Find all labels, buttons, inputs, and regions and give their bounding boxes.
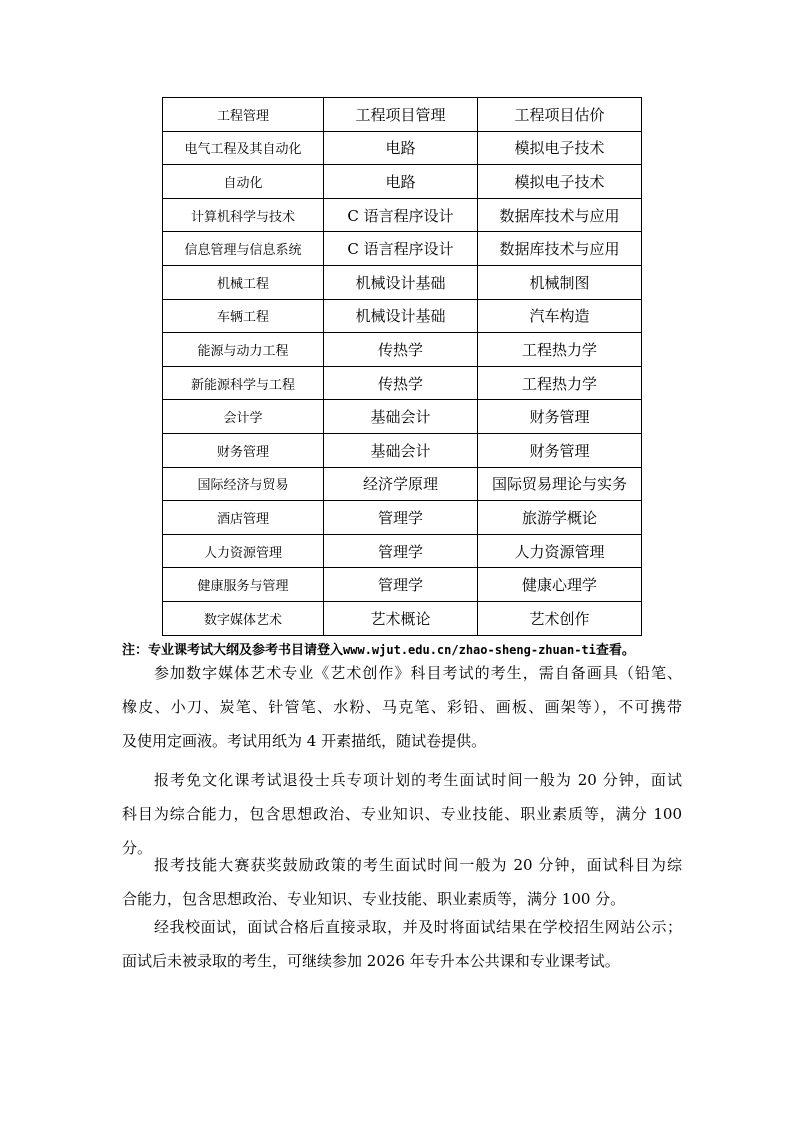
major-cell: 自动化 [163, 165, 324, 199]
major-cell: 信息管理与信息系统 [163, 232, 324, 266]
exam-subject-2-cell: 工程项目估价 [478, 98, 642, 132]
table-row [163, 232, 642, 266]
exam-subject-2-cell: 健康心理学 [478, 568, 642, 602]
table-row [163, 265, 642, 299]
table-row [163, 131, 642, 165]
paragraph-line: 及使用定画液。考试用纸为 4 开素描纸，随试卷提供。 [122, 732, 487, 750]
subject-table [162, 97, 642, 636]
table-row [163, 568, 642, 602]
table-row [163, 333, 642, 367]
exam-subject-1-cell: 机械设计基础 [324, 265, 478, 299]
exam-subject-1-cell: 艺术概论 [324, 601, 478, 635]
paragraph-line: 报考免文化课考试退役士兵专项计划的考生面试时间一般为 20 分钟，面试 [154, 771, 682, 789]
major-cell: 机械工程 [163, 265, 324, 299]
exam-subject-1-cell: 电路 [324, 165, 478, 199]
note-prefix: 注：专业课考试大纲及参考书目请登入 [122, 643, 344, 658]
exam-subject-1-cell: 基础会计 [324, 400, 478, 434]
exam-subject-2-cell: 旅游学概论 [478, 501, 642, 535]
table-row [163, 534, 642, 568]
table-row [163, 601, 642, 635]
major-cell: 健康服务与管理 [163, 568, 324, 602]
paragraph-line: 橡皮、小刀、炭笔、针管笔、水粉、马克笔、彩铅、画板、画架等），不可携带 [122, 698, 682, 716]
paragraph-line: 经我校面试，面试合格后直接录取，并及时将面试结果在学校招生网站公示； [154, 918, 682, 936]
exam-subject-2-cell: 数据库技术与应用 [478, 232, 642, 266]
major-cell: 能源与动力工程 [163, 333, 324, 367]
note-url-link[interactable]: www.wjut.edu.cn/zhao-sheng-zhuan-ti [343, 643, 596, 657]
exam-subject-1-cell: 管理学 [324, 534, 478, 568]
exam-subject-2-cell: 数据库技术与应用 [478, 198, 642, 232]
exam-subject-1-cell: C 语言程序设计 [324, 232, 478, 266]
major-cell: 酒店管理 [163, 501, 324, 535]
exam-subject-2-cell: 财务管理 [478, 433, 642, 467]
paragraph-skills-competition [122, 848, 682, 916]
exam-subject-1-cell: 传热学 [324, 366, 478, 400]
major-cell: 人力资源管理 [163, 534, 324, 568]
exam-subject-1-cell: 基础会计 [324, 433, 478, 467]
exam-subject-2-cell: 工程热力学 [478, 333, 642, 367]
paragraph-line: 分。 [122, 839, 153, 857]
exam-subject-2-cell: 汽车构造 [478, 299, 642, 333]
major-cell: 电气工程及其自动化 [163, 131, 324, 165]
paragraph-line: 参加数字媒体艺术专业《艺术创作》科目考试的考生，需自备画具（铅笔、 [154, 664, 682, 682]
paragraph-art-supplies [122, 656, 682, 758]
exam-subject-2-cell: 模拟电子技术 [478, 131, 642, 165]
exam-subject-1-cell: 管理学 [324, 568, 478, 602]
exam-subject-1-cell: 工程项目管理 [324, 98, 478, 132]
paragraph-line: 报考技能大赛获奖鼓励政策的考生面试时间一般为 20 分钟，面试科目为综 [154, 856, 682, 874]
exam-subject-1-cell: 电路 [324, 131, 478, 165]
table-body [163, 98, 642, 636]
exam-subject-2-cell: 模拟电子技术 [478, 165, 642, 199]
paragraph-admission-result [122, 910, 682, 978]
note-suffix: 查看。 [595, 643, 635, 658]
table-row [163, 433, 642, 467]
major-cell: 车辆工程 [163, 299, 324, 333]
table-row [163, 98, 642, 132]
major-cell: 会计学 [163, 400, 324, 434]
exam-subject-1-cell: 经济学原理 [324, 467, 478, 501]
major-cell: 工程管理 [163, 98, 324, 132]
exam-subject-1-cell: 机械设计基础 [324, 299, 478, 333]
exam-subject-2-cell: 国际贸易理论与实务 [478, 467, 642, 501]
exam-subject-2-cell: 财务管理 [478, 400, 642, 434]
table-row [163, 198, 642, 232]
exam-subject-2-cell: 机械制图 [478, 265, 642, 299]
table-row [163, 501, 642, 535]
exam-subject-2-cell: 艺术创作 [478, 601, 642, 635]
major-cell: 数字媒体艺术 [163, 601, 324, 635]
paragraph-line: 面试后未被录取的考生，可继续参加 2026 年专升本公共课和专业课考试。 [122, 952, 620, 970]
exam-subject-1-cell: 传热学 [324, 333, 478, 367]
major-cell: 国际经济与贸易 [163, 467, 324, 501]
exam-subject-1-cell: 管理学 [324, 501, 478, 535]
table-row [163, 400, 642, 434]
table-row [163, 366, 642, 400]
paragraph-line: 合能力，包含思想政治、专业知识、专业技能、职业素质等，满分 100 分。 [122, 890, 626, 908]
exam-subject-2-cell: 人力资源管理 [478, 534, 642, 568]
table-row [163, 165, 642, 199]
major-cell: 新能源科学与工程 [163, 366, 324, 400]
table-row [163, 467, 642, 501]
exam-subject-1-cell: C 语言程序设计 [324, 198, 478, 232]
major-cell: 计算机科学与技术 [163, 198, 324, 232]
exam-subject-2-cell: 工程热力学 [478, 366, 642, 400]
table-row [163, 299, 642, 333]
major-cell: 财务管理 [163, 433, 324, 467]
paragraph-line: 科目为综合能力，包含思想政治、专业知识、专业技能、职业素质等，满分 100 [122, 805, 682, 823]
